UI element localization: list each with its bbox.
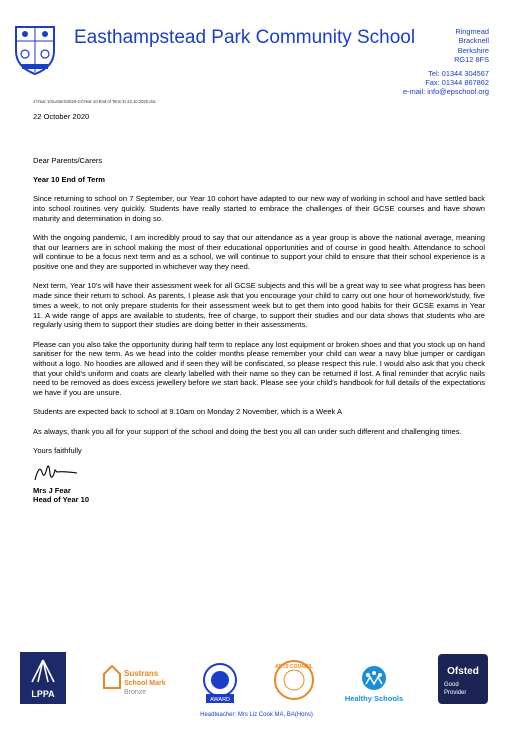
lppa-text: LPPA [31,689,55,699]
sustrans-logo [100,664,170,711]
arts-council-text: ARTS COUNCIL [275,664,313,670]
lppa-logo [20,652,66,709]
letter-date: 22 October 2020 [33,112,90,121]
address-line: Berkshire [457,45,489,55]
email-link[interactable]: e-mail: info@epschool.org [403,87,489,97]
healthy-schools-logo [342,664,406,711]
signer-role: Head of Year 10 [33,495,90,505]
letter-body [33,112,485,505]
school-address [454,27,489,65]
healthy-schools-text: Healthy Schools [344,694,404,703]
award-text: AWARD [209,697,231,703]
school-name: Easthampstead Park Community School [74,27,416,48]
paragraph: Students are expected back to school at 9.10am on Monday 2 November, which is a Week A [33,407,343,417]
ofsted-logo [438,654,488,709]
bronze-text: Bronze [124,689,147,696]
closing: Yours faithfully [33,445,82,455]
paragraph: Since returning to school on 7 September, our Year 10 cohort have adapted to our new way of working in school and have settled back into school routines very quickly. Students have really started to embrace the challenges of their GCSE courses and have shown maturity and determination in doing so. [33,194,485,223]
footer-logos [0,652,513,712]
headteacher-line: Headteacher: Mrs Liz Cook MA, BA(Hons) [200,712,313,718]
school-crest-logo [12,24,58,76]
address-line: Ringmead [455,27,489,36]
paragraph: Please can you also take the opportunity during half term to replace any lost equipment or broken shoes and that you stock up on hand sanitiser for the new term. As we head into the colder months please remember your child can wear a navy blue jumper or cardigan without a logo. No hoodies are allowed and if seen they will be confiscated, so please respect this rule. I would also ask that you check that your child's uniform and coats are clearly labelled with their name so they can be returned if lost. A final reminder that acrylic nails need to be removed as does excess jewellery before we start back. Please see your child's handbook for full details of the expectations we have if you are unsure. [33,339,485,398]
ofsted-text: Ofsted [447,666,479,677]
sustrans-text: Sustrans [124,669,159,678]
award-logo [202,662,238,711]
paragraph: As always, thank you all for your support of the school and doing the best you all can under such different and challenging times. [33,426,462,436]
signer-name: Mrs J Fear [33,485,71,495]
signature-image [33,460,79,484]
paragraph: Next term, Year 10's will have their assessment week for all GCSE subjects and this will be a great way to see what progress has been made since their return to school. As parents, I please ask that you encourage your child to carry out one hour of homework/study, five times a week, to not only prepare students for their assessment week but to get them into good habits for their GCSE exams in Year 11. A wide range of apps are available to students, free of charge, to support their studies and our data shows that students who are regularly using them to support their studies are doing better in their assessments. [33,281,485,330]
school-contact [403,69,489,97]
paragraph: With the ongoing pandemic, I am incredibly proud to say that our attendance as a year group is above the national average, meaning that our learners are in school making the most of their educational opportunities and of course in good health. Attendance to school will continue to be a focus next term and as a school, we will continue to support your child to ensure that their school experience is a positive one and they are supported in whichever way they need. [33,233,485,272]
arts-council-logo [272,658,316,709]
address-line: RG12 8FS [454,55,489,65]
school-mark-text: School Mark [124,680,166,687]
address-line: Bracknell [458,36,489,46]
telephone: Tel: 01344 304567 [428,69,489,78]
ofsted-good-text: Good [444,682,459,688]
salutation: Dear Parents/Carers [33,155,103,165]
ofsted-provider-text: Provider [444,690,467,696]
document-reference-path: J:\Year 10\Letters\2020-21\Year 10 End of Term ltr 22.10.2020.doc [33,99,156,104]
fax: Fax: 01344 867862 [425,78,489,88]
letter-heading: Year 10 End of Term [33,175,106,184]
